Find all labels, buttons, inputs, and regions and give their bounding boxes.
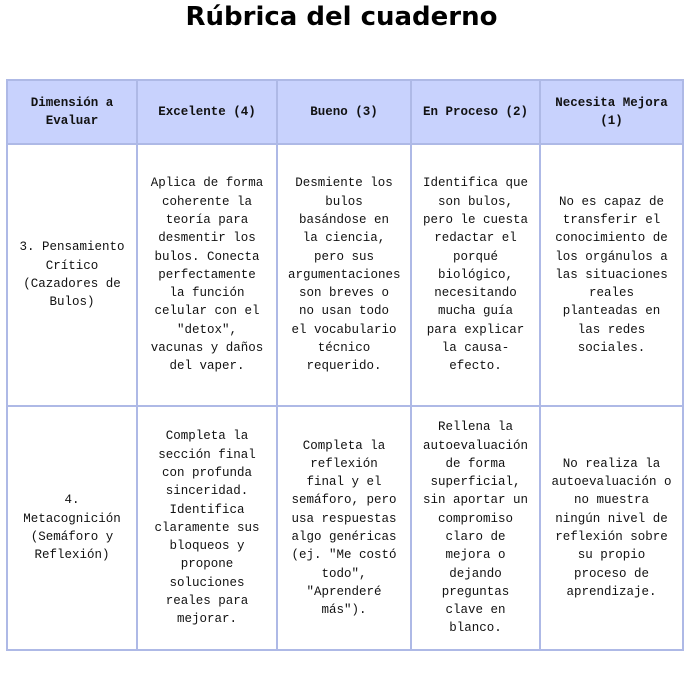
rubric-table <box>6 79 684 651</box>
header-bueno: Bueno (3) <box>277 80 411 144</box>
excelente-cell: Aplica de forma coherente la teoría para desmentir los bulos. Conecta perfectamente la función celular con el "detox", vacunas y daños del vaper. <box>137 144 277 406</box>
en-proceso-cell: Identifica que son bulos, pero le cuesta redactar el porqué biológico, necesitando mucha guía para explicar la causa-efecto. <box>411 144 540 406</box>
table-row <box>7 144 683 406</box>
table-row <box>7 406 683 650</box>
en-proceso-cell: Rellena la autoevaluación de forma superficial, sin aportar un compromiso claro de mejora o dejando preguntas clave en blanco. <box>411 406 540 650</box>
header-excelente: Excelente (4) <box>137 80 277 144</box>
necesita-mejora-cell: No realiza la autoevaluación o no muestra ningún nivel de reflexión sobre su propio proceso de aprendizaje. <box>540 406 683 650</box>
dimension-cell: 3. Pensamiento Crítico (Cazadores de Bulos) <box>7 144 137 406</box>
header-dimension: Dimensión a Evaluar <box>7 80 137 144</box>
excelente-cell: Completa la sección final con profunda sinceridad. Identifica claramente sus bloqueos y propone soluciones reales para mejorar. <box>137 406 277 650</box>
necesita-mejora-cell: No es capaz de transferir el conocimiento de los orgánulos a las situaciones reales planteadas en las redes sociales. <box>540 144 683 406</box>
header-en-proceso: En Proceso (2) <box>411 80 540 144</box>
bueno-cell: Completa la reflexión final y el semáforo, pero usa respuestas algo genéricas (ej. "Me costó todo", "Aprenderé más"). <box>277 406 411 650</box>
bueno-cell: Desmiente los bulos basándose en la ciencia, pero sus argumentaciones son breves o no usan todo el vocabulario técnico requerido. <box>277 144 411 406</box>
header-necesita-mejora: Necesita Mejora (1) <box>540 80 683 144</box>
dimension-cell: 4. Metacognición (Semáforo y Reflexión) <box>7 406 137 650</box>
page-title: Rúbrica del cuaderno <box>185 2 498 32</box>
header-row <box>7 80 683 144</box>
